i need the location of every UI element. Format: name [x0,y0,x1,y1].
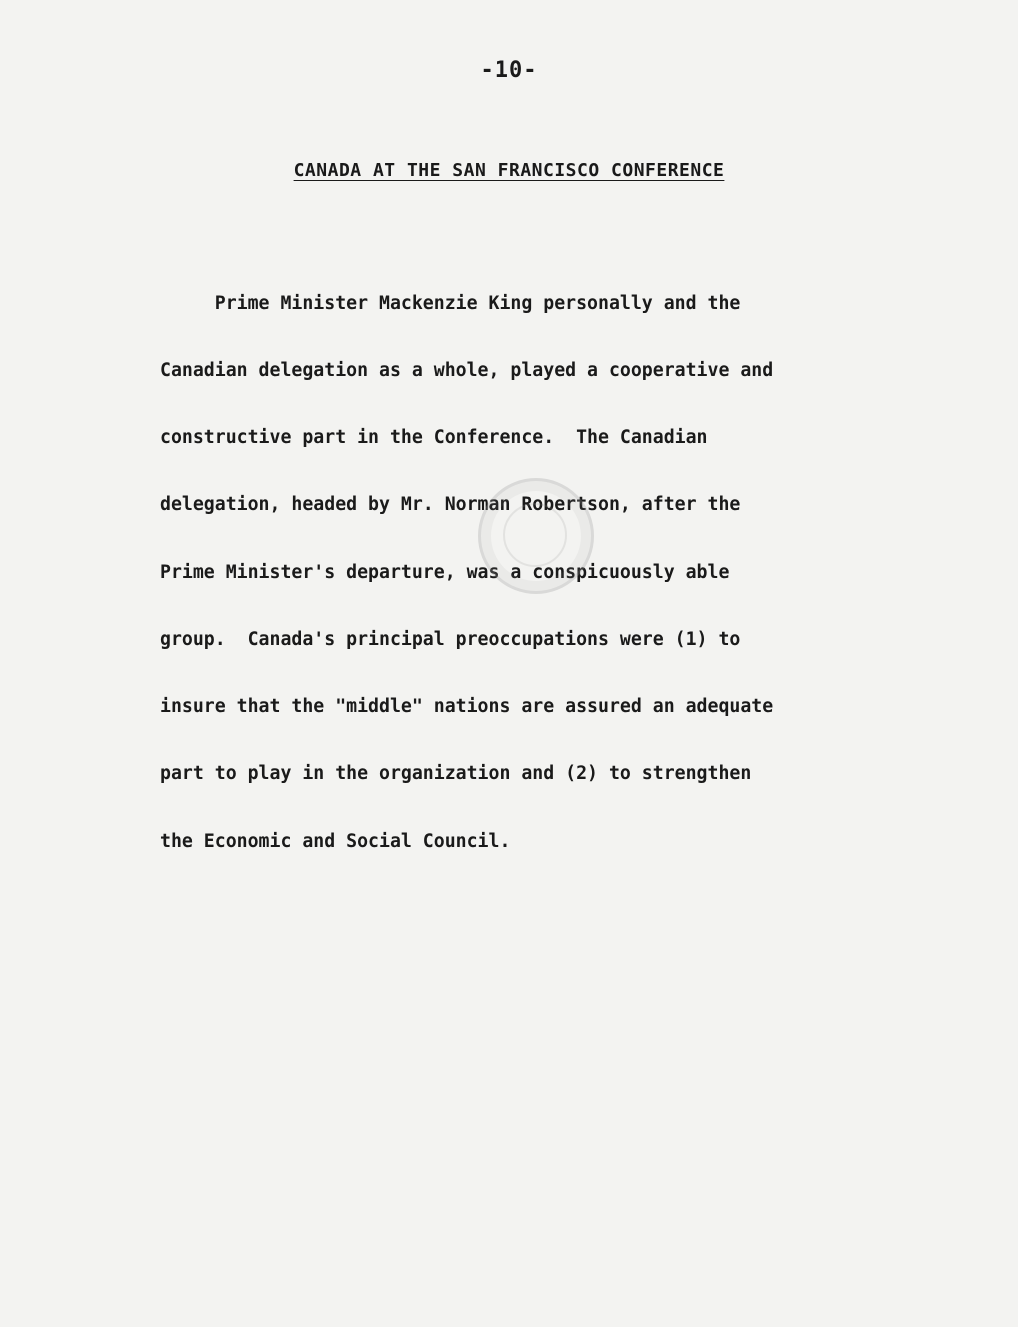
document-title [0,160,1018,181]
archive-stamp-icon [478,478,594,594]
paragraph-line: Prime Minister Mackenzie King personally and the [160,292,741,314]
paragraph-line: delegation, headed by Mr. Norman Robertson, after the [160,494,741,516]
document-title-text: CANADA AT THE SAN FRANCISCO CONFERENCE [293,160,725,181]
paragraph-line: Prime Minister's departure, was a conspicuously able [160,561,730,583]
paragraph-line: insure that the "middle" nations are assured an adequate [160,696,774,718]
paragraph-line: part to play in the organization and (2) to strengthen [160,763,752,785]
paragraph-line: group. Canada's principal preoccupations were (1) to [160,628,741,650]
paragraph-line: Canadian delegation as a whole, played a cooperative and [160,360,774,382]
paragraph-line: constructive part in the Conference. The Canadian [160,427,708,449]
paragraph-line: the Economic and Social Council. [160,830,511,852]
page-number: -10- [480,58,538,83]
